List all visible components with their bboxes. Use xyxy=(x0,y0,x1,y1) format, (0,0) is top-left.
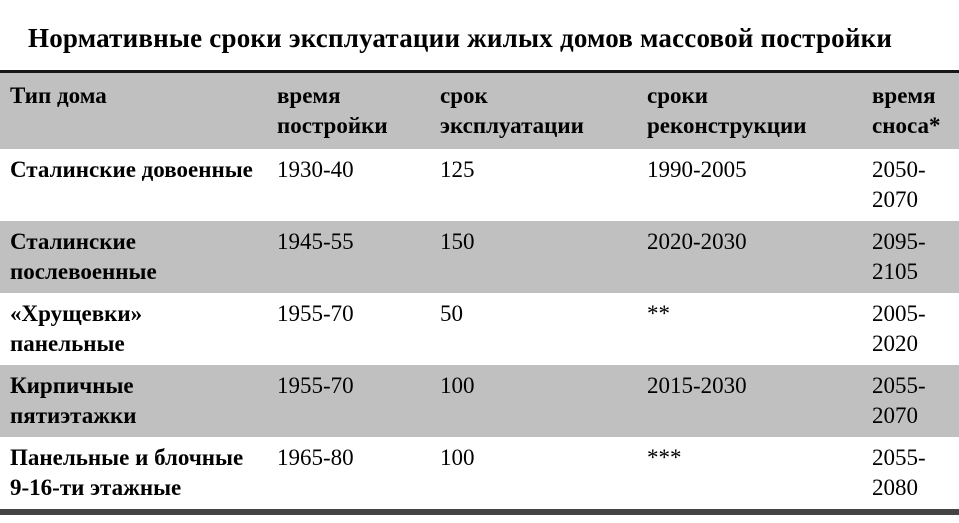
cell-reconstruction: *** xyxy=(647,445,682,470)
cell-house-type: Кирпичные пятиэтажки xyxy=(10,373,137,428)
cell-build-time: 1965-80 xyxy=(277,445,354,470)
cell-reconstruction: 2020-2030 xyxy=(647,229,747,254)
column-header-demolition: время сноса* xyxy=(862,72,959,150)
service-life-table xyxy=(0,70,959,515)
cell-service-life: 100 xyxy=(440,373,475,398)
table-row xyxy=(0,149,959,221)
cell-house-type: Панельные и блочные 9-16-ти этажные xyxy=(10,445,244,500)
cell-demolition: 2095-2105 xyxy=(872,229,926,284)
cell-build-time: 1955-70 xyxy=(277,373,354,398)
column-header-house-type: Тип дома xyxy=(0,72,267,150)
cell-demolition: 2005-2020 xyxy=(872,301,926,356)
header-row xyxy=(0,72,959,150)
column-header-build-time: время постройки xyxy=(267,72,430,150)
cell-build-time: 1945-55 xyxy=(277,229,354,254)
table-row xyxy=(0,365,959,437)
cell-build-time: 1955-70 xyxy=(277,301,354,326)
cell-reconstruction: ** xyxy=(647,301,670,326)
cell-demolition: 2055-2070 xyxy=(872,373,926,428)
table-body xyxy=(0,149,959,512)
cell-house-type: Сталинские послевоенные xyxy=(10,229,157,284)
cell-service-life: 125 xyxy=(440,157,475,182)
cell-demolition: 2050-2070 xyxy=(872,157,926,212)
cell-reconstruction: 1990-2005 xyxy=(647,157,747,182)
table-row xyxy=(0,437,959,512)
column-header-reconstruction: сроки реконструкции xyxy=(637,72,862,150)
cell-house-type: Сталинские довоенные xyxy=(10,157,253,182)
cell-service-life: 100 xyxy=(440,445,475,470)
cell-reconstruction: 2015-2030 xyxy=(647,373,747,398)
page-title: Нормативные сроки эксплуатации жилых домов массовой постройки xyxy=(28,23,893,53)
table-row xyxy=(0,221,959,293)
cell-demolition: 2055-2080 xyxy=(872,445,926,500)
table-row xyxy=(0,293,959,365)
cell-house-type: «Хрущевки» панельные xyxy=(10,301,143,356)
cell-service-life: 50 xyxy=(440,301,463,326)
column-header-service-life: срок эксплуатации xyxy=(430,72,637,150)
cell-service-life: 150 xyxy=(440,229,475,254)
cell-build-time: 1930-40 xyxy=(277,157,354,182)
table-header xyxy=(0,72,959,150)
